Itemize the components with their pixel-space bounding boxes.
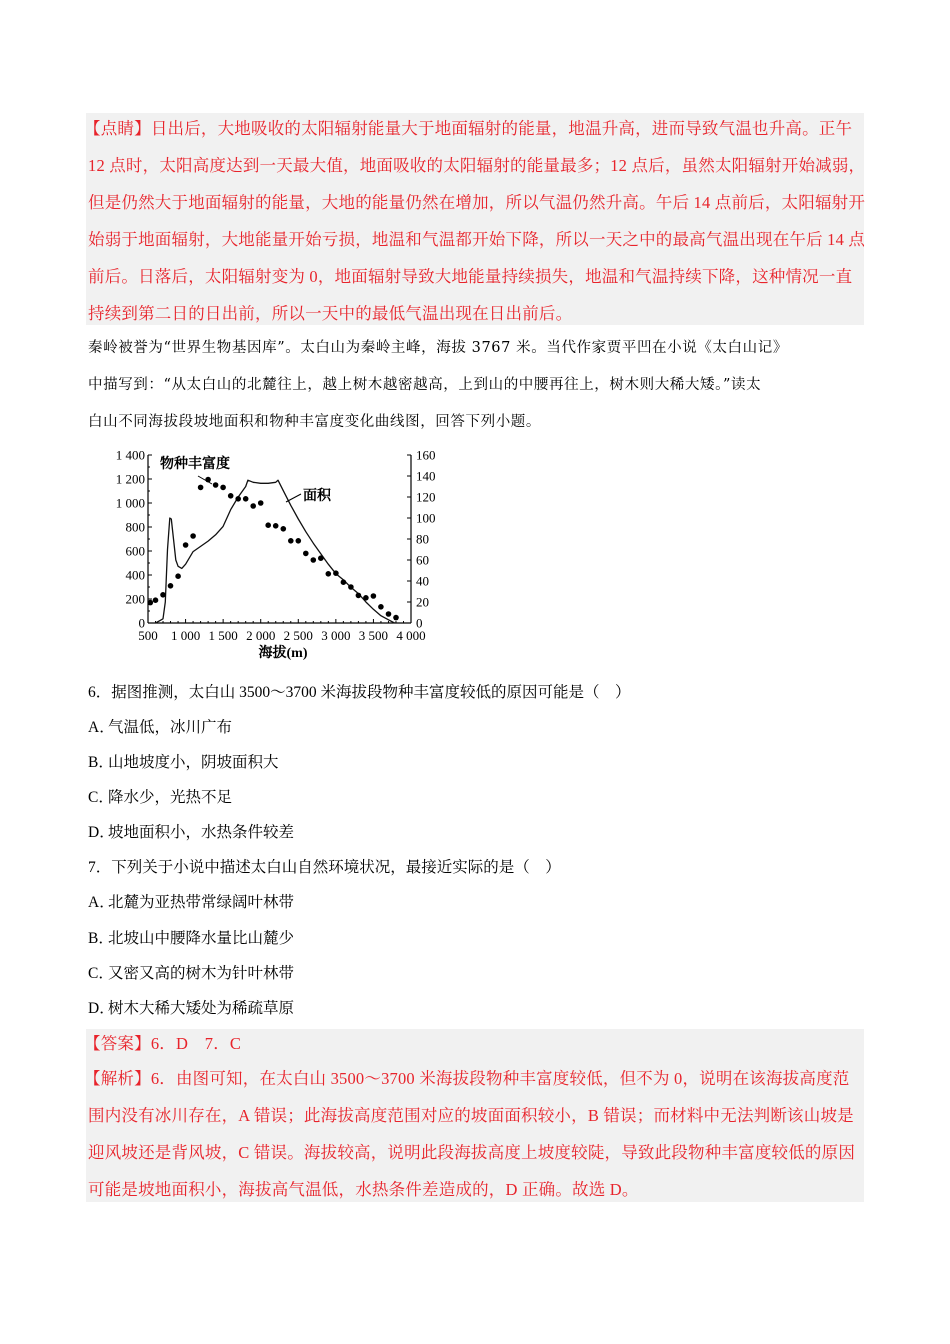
analysis-line-3: 迎风坡还是背风坡，C 错误。海拔较高，说明此段海拔高度上坡度较陡，导致此段物种丰富度较低的原因 (88, 1143, 856, 1162)
material-line-3: 白山不同海拔段坡地面积和物种丰富度变化曲线图，回答下列小题。 (88, 414, 541, 430)
species-point (220, 485, 226, 491)
right-tick-label: 160 (416, 447, 436, 463)
left-tick-label: 800 (125, 519, 145, 535)
species-point (153, 597, 159, 603)
species-point (341, 579, 347, 585)
species-point (303, 551, 309, 557)
species-point (213, 482, 219, 488)
species-point (190, 533, 196, 539)
right-tick-label: 100 (416, 510, 436, 526)
species-point (296, 538, 302, 544)
dianjing-line-4: 始弱于地面辐射，大地能量开始亏损，地温和气温都开始下降，所以一天之中的最高气温出现在午后 14 点 (88, 230, 866, 249)
species-point (235, 496, 241, 502)
species-point (168, 583, 174, 589)
right-tick-label: 120 (416, 489, 436, 505)
right-tick-label: 140 (416, 468, 436, 484)
area-annotation: 面积 (303, 489, 331, 504)
species-point (378, 604, 384, 610)
species-point (243, 496, 249, 502)
x-tick-label: 3 000 (321, 628, 351, 643)
x-tick-label: 1 500 (208, 628, 238, 643)
material-line-2: 中描写到：“从太白山的北麓往上，越上树木越密越高，上到山的中腰再往上，树木则大稀大矮。”读太 (88, 377, 762, 393)
area-leader-line (286, 494, 301, 502)
species-point (363, 595, 369, 601)
x-tick-label: 2 500 (283, 628, 313, 643)
analysis-tag: 【解析】 (84, 1069, 151, 1088)
question-6-option-d[interactable]: D．坡地面积小，水热条件较差 (88, 824, 295, 841)
left-tick-label: 1 400 (115, 447, 145, 463)
question-7-option-c[interactable]: C．又密又高的树木为针叶林带 (88, 965, 295, 982)
species-point (348, 584, 354, 590)
x-tick-label: 3 500 (358, 628, 389, 643)
question-6-option-c[interactable]: C．降水少，光热不足 (88, 789, 233, 806)
analysis-paragraph (84, 1060, 864, 1208)
species-point (175, 573, 181, 579)
species-point (288, 538, 294, 544)
question-6-option-b[interactable]: B．山地坡度小，阴坡面积大 (88, 754, 279, 771)
species-point (311, 557, 317, 563)
species-point (273, 523, 279, 529)
x-tick-label: 1 000 (170, 628, 201, 643)
species-point (281, 526, 287, 532)
species-annotation: 物种丰富度 (160, 457, 230, 472)
analysis-line-4: 可能是坡地面积小，海拔高气温低，水热条件差造成的，D 正确。故选 D。 (88, 1180, 639, 1199)
right-tick-label: 20 (416, 594, 429, 610)
question-6-stem: 6．据图推测，太白山 3500～3700 米海拔段物种丰富度较低的原因可能是（ ） (88, 684, 631, 701)
left-tick-label: 0 (138, 615, 145, 631)
dianjing-line-2: 12 点时，太阳高度达到一天最大值，地面吸收的太阳辐射的能量最多；12 点后，虽然太阳辐射开始减弱， (88, 156, 866, 175)
species-point (265, 522, 271, 528)
species-point (386, 611, 392, 617)
species-point (371, 593, 377, 599)
dianjing-line-1: 【点睛】日出后，大地吸收的太阳辐射能量大于地面辐射的能量，地温升高，进而导致气温也升高。正午 (84, 119, 853, 138)
species-point (198, 485, 204, 491)
answer-text: 6．D 7．C (150, 1034, 242, 1053)
answer-tag: 【答案】 (84, 1034, 151, 1053)
right-tick-label: 80 (416, 531, 429, 547)
answer-line (84, 1025, 864, 1062)
species-point (318, 555, 324, 561)
x-tick-label: 4 000 (396, 628, 426, 643)
analysis-line-1: 【解析】6．由图可知，在太白山 3500～3700 米海拔段物种丰富度较低，但不为 0，说明在该海拔高度范 (84, 1069, 850, 1088)
dianjing-paragraph (84, 110, 866, 332)
x-axis-label: 海拔(m) (258, 646, 308, 661)
question-7-option-b[interactable]: B．北坡山中腰降水量比山麓少 (88, 930, 295, 947)
species-point (160, 592, 166, 598)
right-tick-label: 0 (416, 615, 423, 631)
right-tick-label: 60 (416, 552, 429, 568)
dianjing-tag: 【点睛】 (84, 119, 151, 138)
analysis-line-2: 围内没有冰川存在，A 错误；此海拔高度范围对应的坡面面积较小，B 错误；而材料中无法判断该山坡是 (88, 1106, 854, 1125)
question-7-option-d[interactable]: D．树木大稀大矮处为稀疏草原 (88, 1000, 295, 1017)
dianjing-line-5: 前后。日落后，太阳辐射变为 0，地面辐射导致大地能量持续损失，地温和气温持续下降，这种情况一直 (88, 267, 853, 286)
species-point (258, 500, 264, 506)
left-tick-label: 600 (125, 543, 145, 559)
chart-plot (116, 448, 436, 644)
right-tick-label: 40 (416, 573, 429, 589)
left-tick-label: 1 200 (115, 471, 145, 487)
left-tick-label: 1 000 (115, 495, 145, 511)
left-tick-label: 400 (125, 567, 145, 583)
species-point (326, 571, 332, 577)
area-line (156, 480, 395, 623)
species-point (250, 503, 256, 509)
elevation-species-area-chart (0, 440, 950, 670)
species-point (183, 542, 189, 548)
species-point (356, 593, 362, 599)
x-tick-label: 500 (138, 628, 158, 643)
x-tick-label: 2 000 (246, 628, 276, 643)
material-paragraph (88, 330, 864, 441)
species-point (393, 615, 399, 621)
species-point (148, 600, 154, 606)
question-6-option-a[interactable]: A．气温低，冰川广布 (88, 719, 233, 736)
question-7-stem: 7．下列关于小说中描述太白山自然环境状况，最接近实际的是（ ） (88, 859, 561, 876)
question-7-option-a[interactable]: A．北麓为亚热带常绿阔叶林带 (88, 894, 295, 911)
left-tick-label: 200 (125, 591, 145, 607)
dianjing-line-6: 持续到第二日的日出前，所以一天中的最低气温出现在日出前后。 (88, 304, 573, 323)
species-point (333, 570, 339, 576)
material-line-1: 秦岭被誉为“世界生物基因库”。太白山为秦岭主峰，海拔 3767 米。当代作家贾平凹在小说《太白山记》 (88, 340, 788, 356)
species-point (228, 493, 234, 499)
dianjing-line-3: 但是仍然大于地面辐射的能量，大地的能量仍然在增加，所以气温仍然升高。午后 14 点前后，太阳辐射开 (88, 193, 866, 212)
